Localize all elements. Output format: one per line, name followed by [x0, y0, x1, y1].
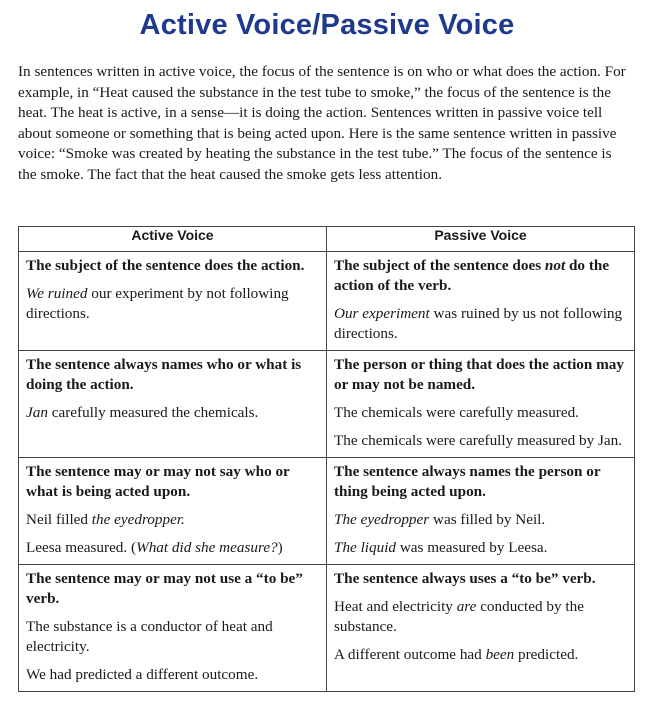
text-segment: The subject of the sentence does [334, 257, 545, 274]
voice-comparison-table [18, 226, 635, 692]
text-segment: Neil filled [26, 511, 92, 528]
text-segment: carefully measured the chemicals. [47, 404, 259, 421]
italic-text: The eyedropper [334, 511, 430, 528]
table-row [19, 351, 635, 458]
italic-text: been [485, 646, 515, 663]
example-sentence [334, 510, 628, 530]
rule-heading [26, 569, 320, 609]
italic-text: The liquid [334, 539, 397, 556]
italic-text: the eyedropper. [91, 511, 185, 528]
table-header-row [19, 227, 635, 252]
example-sentence [26, 284, 320, 324]
text-segment: The person or thing that does the action may or may not be named. [334, 356, 624, 393]
italic-text: Our experiment [334, 305, 430, 322]
example-sentence [26, 538, 320, 558]
italic-text: What did she measure? [136, 539, 278, 556]
text-segment: conducted by the substance. [334, 598, 584, 635]
text-segment: was measured by Leesa. [396, 539, 548, 556]
example-sentence [26, 403, 320, 423]
text-segment: The subject of the sentence does the action. [26, 257, 305, 274]
example-sentence [26, 665, 320, 685]
rule-heading [334, 462, 628, 502]
intro-paragraph: In sentences written in active voice, the focus of the sentence is on who or what does the action. For example, in “Heat caused the substance in the test tube to smoke,” the focus of the sentence is the heat. The heat is active, in a sense—it is doing the action. Sentences written in passive voice tell about someone or something that is being acted upon. Here is the same sentence written in passive voice: “Smoke was created by heating the substance in the test tube.” The focus of the sentence is the smoke. The fact that the heat caused the smoke gets less attention. [18, 63, 626, 183]
table-row [19, 565, 635, 692]
text-segment: Leesa measured. ( [26, 539, 137, 556]
rule-heading [26, 462, 320, 502]
text-segment: was ruined by us not following directions. [334, 305, 623, 342]
table-row [19, 458, 635, 565]
page-title: Active Voice/Passive Voice [139, 9, 515, 41]
text-segment: The sentence always names the person or thing being acted upon. [334, 463, 601, 500]
active-voice-cell [19, 351, 327, 458]
column-header-active: Active Voice [19, 227, 327, 252]
passive-voice-cell [327, 351, 635, 458]
text-segment: We had predicted a different outcome. [26, 666, 259, 683]
rule-heading [334, 256, 628, 296]
example-sentence [26, 510, 320, 530]
text-segment: A different outcome had [334, 646, 486, 663]
active-voice-cell [19, 565, 327, 692]
italic-text: Jan [26, 404, 48, 421]
text-segment: The sentence may or may not use a “to be” verb. [26, 570, 303, 607]
example-sentence [26, 617, 320, 657]
text-segment: The sentence always names who or what is doing the action. [26, 356, 302, 393]
example-sentence [334, 538, 628, 558]
text-segment: The substance is a conductor of heat and electricity. [26, 618, 273, 655]
text-segment: do the action of the verb. [334, 257, 610, 294]
table-row [19, 252, 635, 351]
column-header-passive: Passive Voice [327, 227, 635, 252]
rule-heading [334, 355, 628, 395]
italic-text: are [456, 598, 477, 615]
rule-heading [26, 256, 320, 276]
example-sentence [334, 304, 628, 344]
passive-voice-cell [327, 252, 635, 351]
text-segment: The chemicals were carefully measured by Jan. [334, 432, 623, 449]
active-voice-cell [19, 252, 327, 351]
example-sentence [334, 645, 628, 665]
active-voice-cell [19, 458, 327, 565]
rule-heading [334, 569, 628, 589]
italic-text: not [544, 257, 566, 274]
text-segment: predicted. [514, 646, 579, 663]
text-segment: ) [277, 539, 283, 556]
passive-voice-cell [327, 458, 635, 565]
text-segment: our experiment by not following directions. [26, 285, 289, 322]
text-segment: The sentence always uses a “to be” verb. [334, 570, 596, 587]
text-segment: The sentence may or may not say who or what is being acted upon. [26, 463, 290, 500]
text-segment: Heat and electricity [334, 598, 457, 615]
rule-heading [26, 355, 320, 395]
text-segment: The chemicals were carefully measured. [334, 404, 579, 421]
text-segment: was filled by Neil. [429, 511, 546, 528]
passive-voice-cell [327, 565, 635, 692]
example-sentence [334, 403, 628, 423]
example-sentence [334, 431, 628, 451]
example-sentence [334, 597, 628, 637]
italic-text: We ruined [26, 285, 88, 302]
